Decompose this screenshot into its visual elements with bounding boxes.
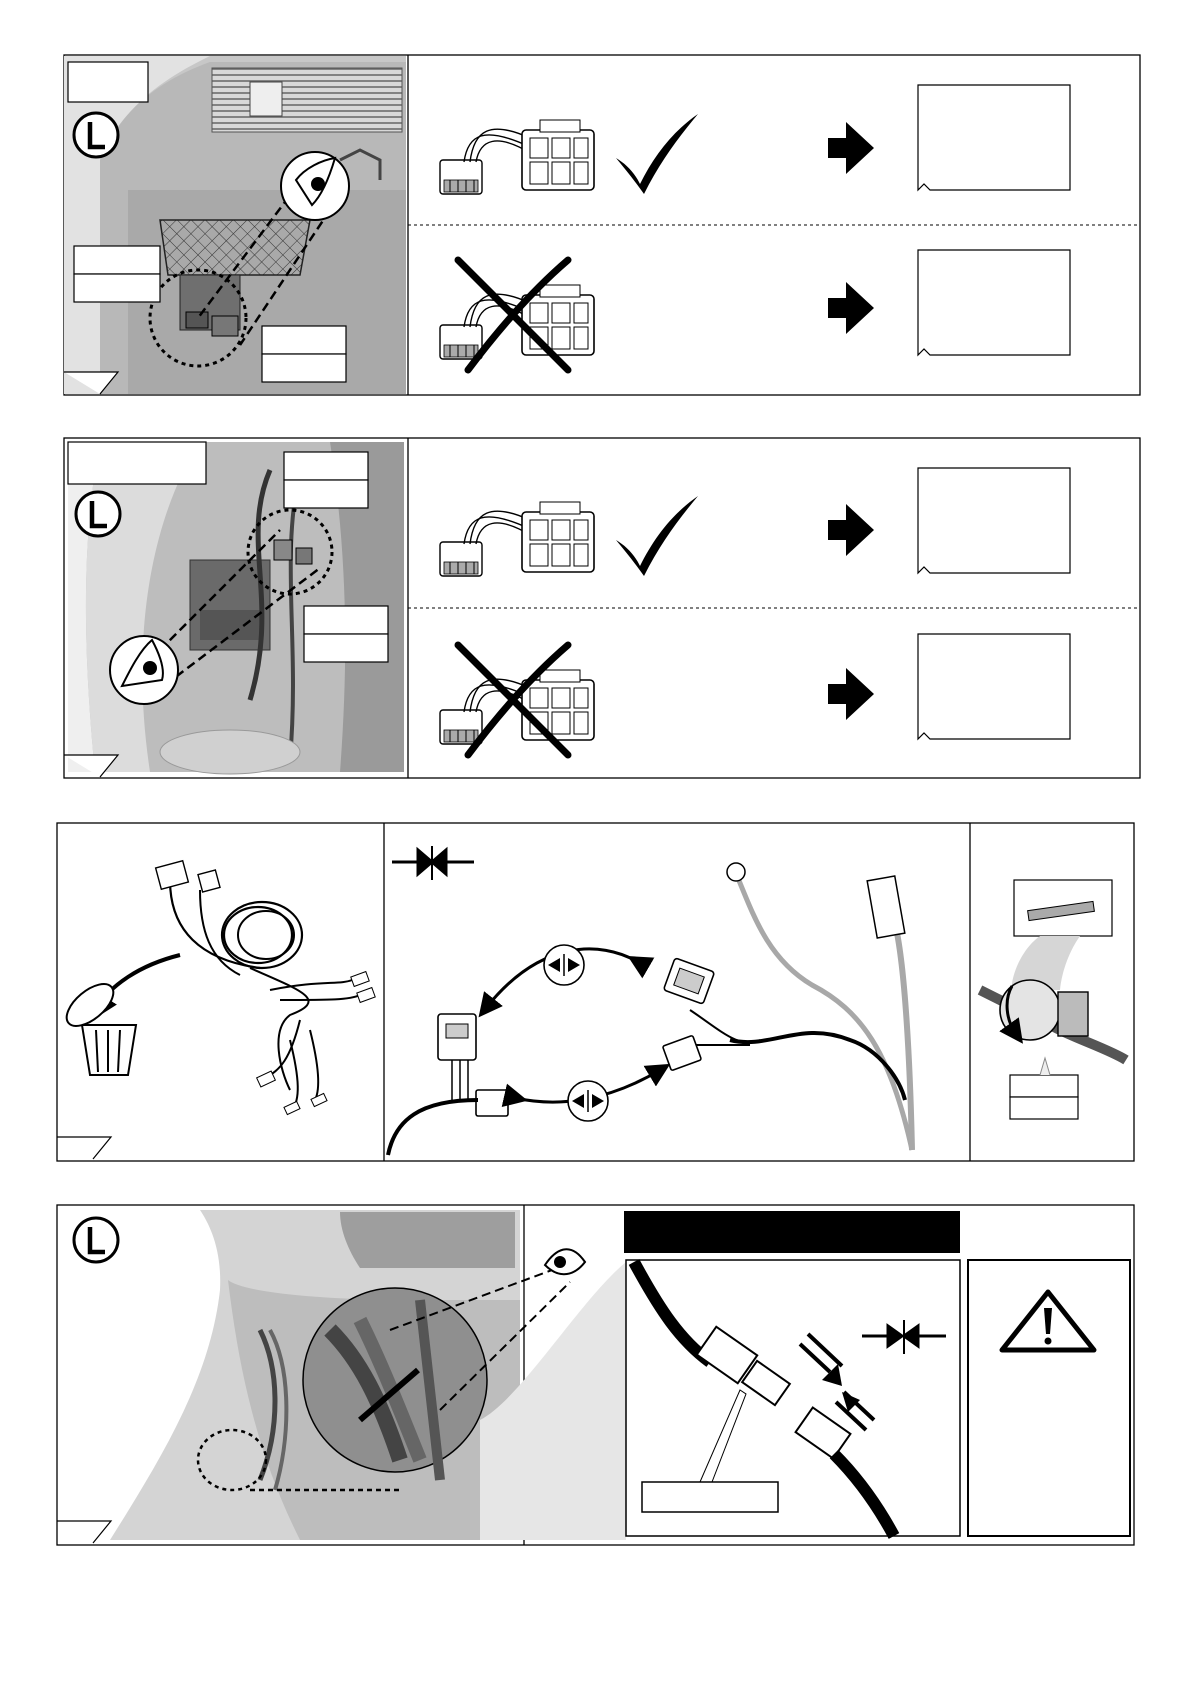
step-1-number-box xyxy=(68,62,148,102)
left-side-marker-icon xyxy=(76,492,120,536)
title-bar xyxy=(624,1211,960,1253)
step-2-number-box xyxy=(68,442,206,484)
left-side-marker-icon xyxy=(74,113,118,157)
step-2-label-box-bottom xyxy=(304,606,388,662)
detail-label-box xyxy=(642,1482,778,1512)
step-1-panel xyxy=(64,55,1140,395)
vehicle-plug-icon xyxy=(476,1090,508,1116)
result-note-box xyxy=(918,85,1070,190)
step-4-panel xyxy=(57,1205,1134,1545)
step-1-label-box-left xyxy=(74,246,160,302)
step-2-panel xyxy=(64,438,1140,778)
crimp-connect-icon xyxy=(568,1081,608,1121)
step-1-label-box-right xyxy=(262,326,346,382)
step-3-panel xyxy=(57,823,1134,1161)
left-side-marker-icon xyxy=(74,1218,118,1262)
step-1-photo xyxy=(64,56,406,394)
crimp-connect-icon xyxy=(544,945,584,985)
result-note-box xyxy=(918,468,1070,573)
result-note-box xyxy=(918,250,1070,355)
result-note-box xyxy=(918,634,1070,739)
ring-terminal-icon xyxy=(727,863,745,881)
step-3-label-box xyxy=(1010,1075,1078,1119)
step-2-label-box-top xyxy=(284,452,368,508)
